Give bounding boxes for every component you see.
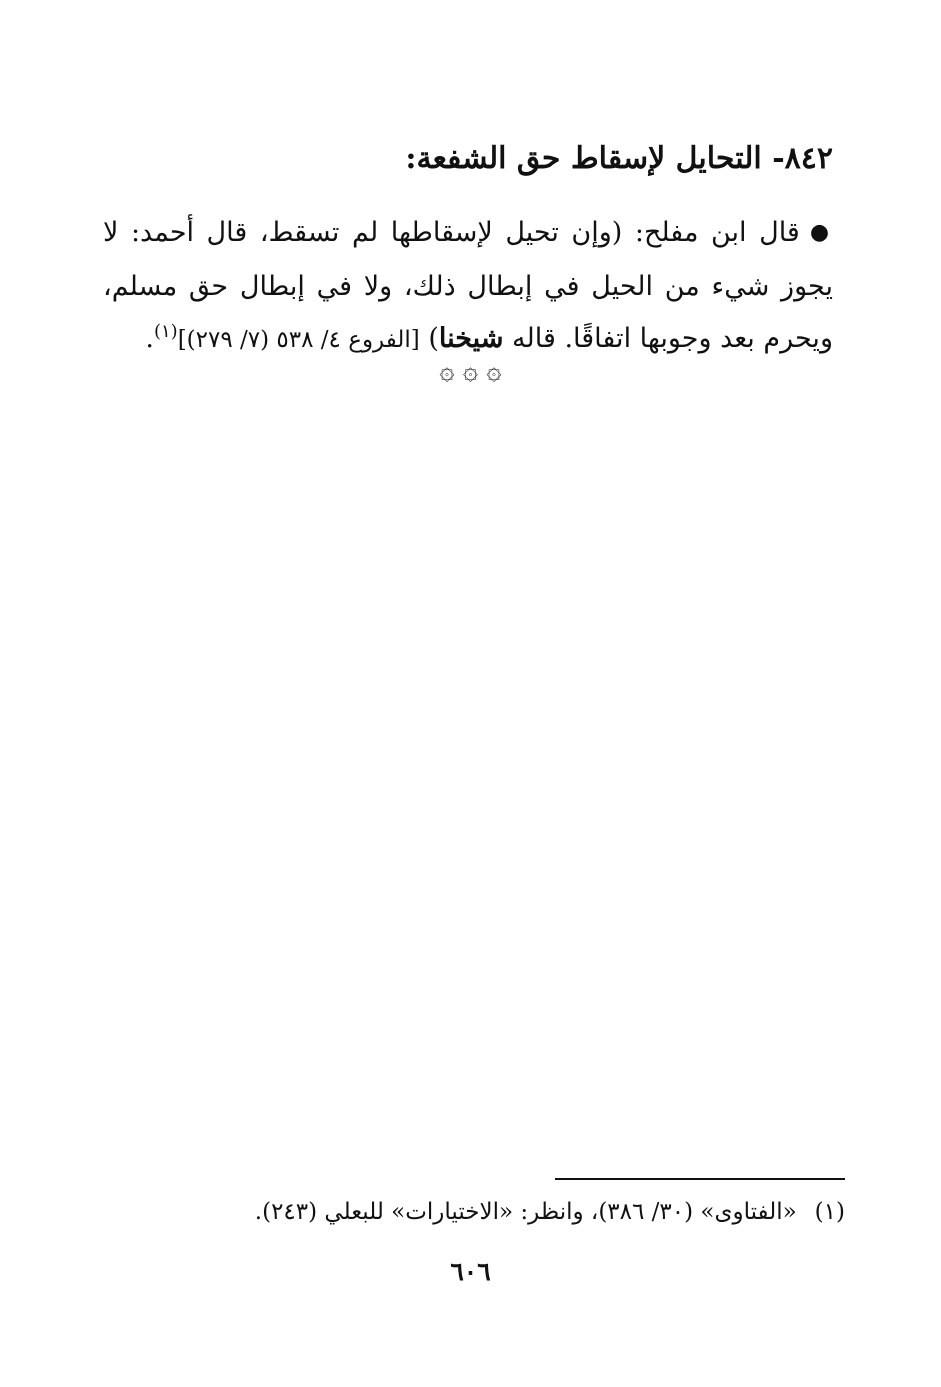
bullet-icon: ● <box>809 220 833 245</box>
page-number: ٦٠٦ <box>450 1257 491 1286</box>
section-heading: ٨٤٢- التحايل لإسقاط حق الشفعة: <box>405 140 833 176</box>
footnote-separator <box>555 1178 845 1180</box>
footnote-text: «الفتاوى» (٣٠/ ٣٨٦)، وانظر: «الاختيارات» للبعلي (٢٤٣). <box>254 1199 797 1225</box>
paragraph-end-punctuation: . <box>145 323 154 354</box>
footnote-number: (١) <box>814 1199 845 1225</box>
footnote <box>105 1192 845 1232</box>
main-paragraph <box>103 207 833 366</box>
paragraph-text-part-2: ) <box>419 323 439 354</box>
source-reference: [الفروع ٤/ ٥٣٨ (٧/ ٢٧٩)] <box>177 327 420 353</box>
paragraph-text-part-1: قال ابن مفلح: (وإن تحيل لإسقاطها لم تسقط، قال أحمد: لا يجوز شيء من الحيل في إبطال ذلك، ولا في إبطال حق مسلم، ويحرم بعد وجوبها اتفاقًا. قاله <box>103 217 833 354</box>
emphasized-word: شيخنا <box>438 323 504 354</box>
footnote-marker: (١) <box>153 321 178 342</box>
section-divider-ornaments: ۞ ۞ ۞ <box>439 356 502 386</box>
